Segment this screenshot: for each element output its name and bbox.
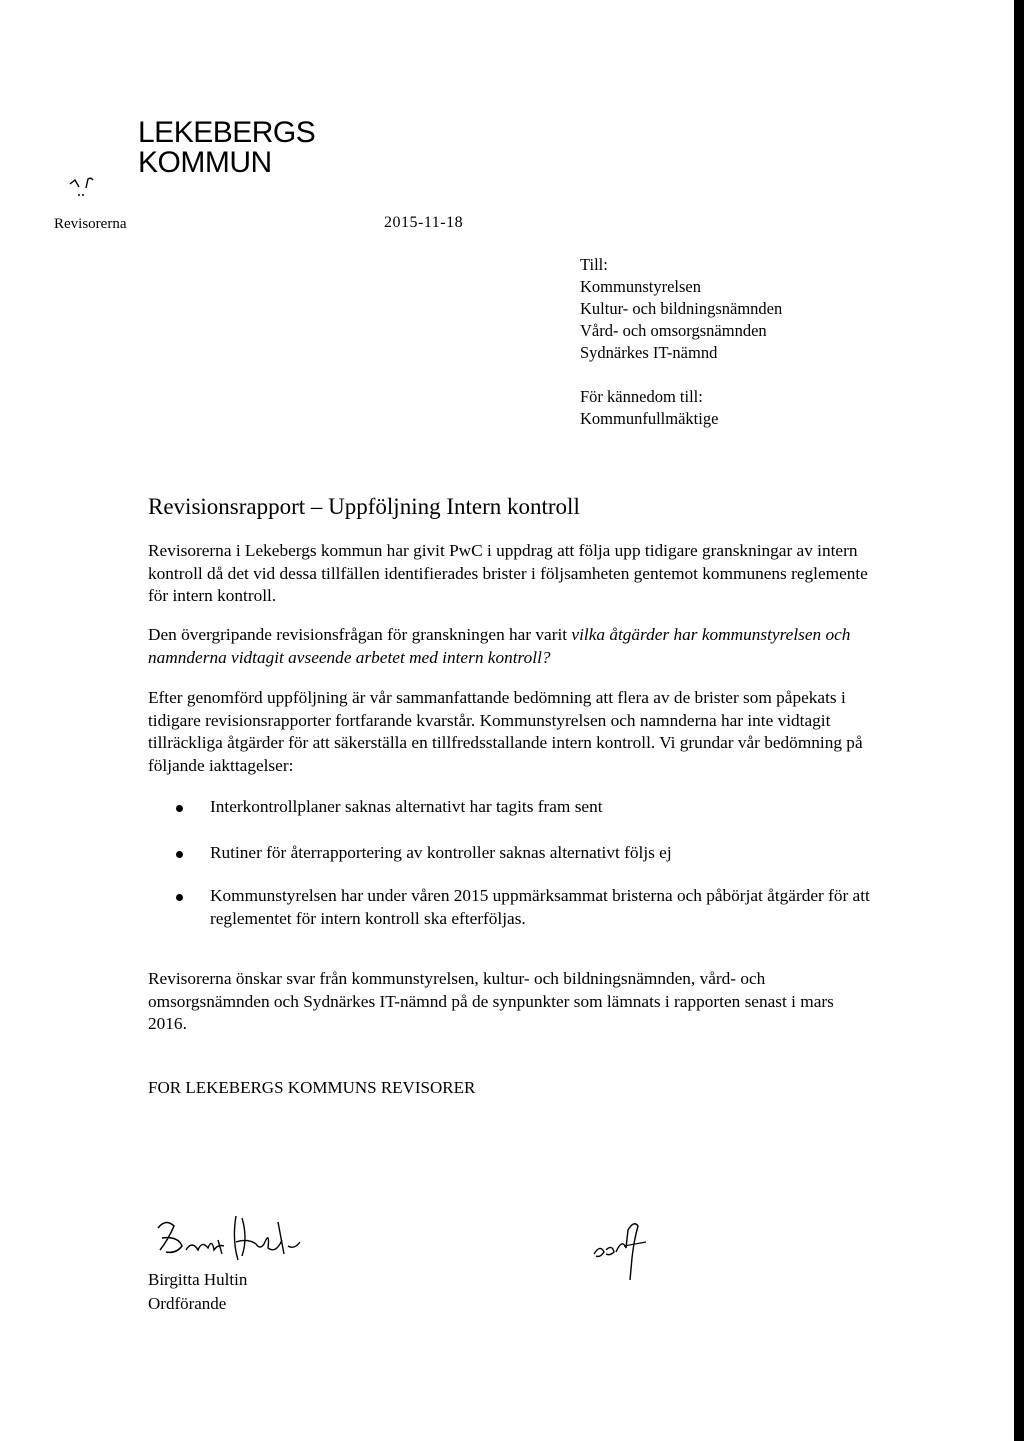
sender-org: Revisorerna bbox=[54, 216, 127, 232]
signature-hultin-icon bbox=[152, 1210, 322, 1270]
recipients-block bbox=[580, 254, 782, 430]
signature-second-icon bbox=[588, 1218, 658, 1282]
list-item-text: Interkontrollplaner saknas alternativt har tagits fram sent bbox=[210, 797, 603, 816]
paragraph-background: Revisorerna i Lekebergs kommun har givit PwC i uppdrag att följa upp tidigare granskningar av intern kontroll då det vid dessa tillfällen identifierades brister i följsamheten gentemot kommunens reglemente för intern kontroll. bbox=[148, 541, 868, 605]
logo-line-1: LEKEBERGS bbox=[138, 116, 316, 149]
to-label: Till: bbox=[580, 255, 608, 274]
paragraph-audit-question bbox=[148, 624, 870, 669]
list-item-text: Kommunstyrelsen har under våren 2015 uppmärksammat bristerna och påbörjat åtgärder för att reglementet för intern kontroll ska efterföljas. bbox=[210, 886, 870, 928]
to-recipient: Sydnärkes IT-nämnd bbox=[580, 343, 718, 362]
bullet-icon bbox=[176, 894, 183, 901]
municipality-logo-text bbox=[138, 118, 315, 178]
paragraph-response-request: Revisorerna önskar svar från kommunstyrelsen, kultur- och bildningsnämnden, vård- och omsorgsnämnden och Sydnärkes IT-nämnd på de synpunkter som lämnats i rapporten senast i mars 2016. bbox=[148, 969, 834, 1033]
bullet-icon bbox=[176, 851, 183, 858]
audit-question-italic: vilka åtgärder har kommunstyrelsen och namnderna vidtagit avseende arbetet med intern kontroll? bbox=[148, 625, 851, 667]
bullet-icon bbox=[176, 805, 183, 812]
to-recipient: Kultur- och bildningsnämnden bbox=[580, 299, 783, 318]
cc-label: För kännedom till: bbox=[580, 387, 703, 406]
municipality-crest-icon bbox=[68, 176, 100, 198]
report-title: Revisionsrapport – Uppföljning Intern kontroll bbox=[148, 494, 580, 519]
to-recipient: Vård- och omsorgsnämnden bbox=[580, 321, 767, 340]
audit-question-intro: Den övergripande revisionsfrågan för granskningen har varit bbox=[148, 625, 572, 644]
closing-line: FOR LEKEBERGS KOMMUNS REVISORER bbox=[148, 1078, 476, 1097]
list-item-text: Rutiner för återrapportering av kontroller saknas alternativt följs ej bbox=[210, 843, 672, 862]
signatory-name: Birgitta Hultin bbox=[148, 1270, 248, 1289]
list-item bbox=[176, 885, 876, 930]
signatory-block bbox=[148, 1268, 247, 1316]
list-item bbox=[176, 842, 876, 865]
cc-recipient: Kommunfullmäktige bbox=[580, 409, 719, 428]
letter-date: 2015-11-18 bbox=[384, 214, 464, 231]
signatory-role: Ordförande bbox=[148, 1294, 227, 1313]
paragraph-assessment: Efter genomförd uppföljning är vår sammanfattande bedömning att flera av de brister som påpekats i tidigare revisionsrapporter fortfarande kvarstår. Kommunstyrelsen och namnderna har inte vidtagit tillräckliga åtgärder för att säkerställa en tillfredsstallande intern kontroll. Vi grundar vår bedömning på följande iakttagelser: bbox=[148, 688, 863, 775]
list-item bbox=[176, 796, 876, 819]
to-recipient: Kommunstyrelsen bbox=[580, 277, 701, 296]
logo-line-2: KOMMUN bbox=[138, 146, 272, 179]
